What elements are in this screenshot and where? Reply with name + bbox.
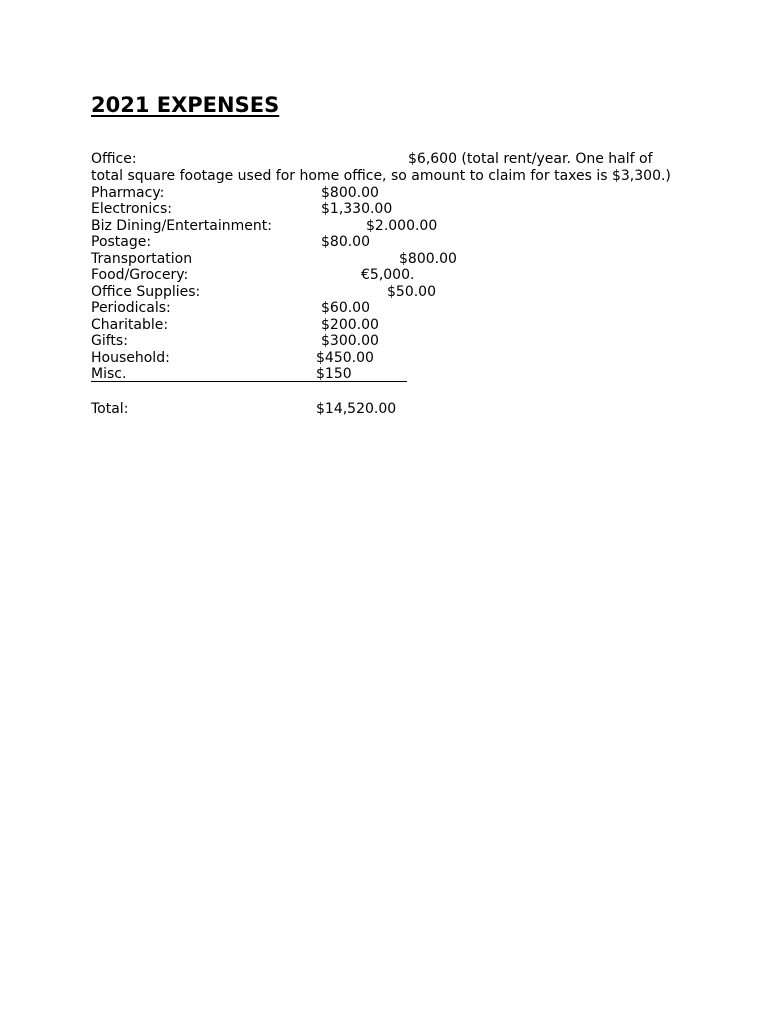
periodicals-label: Periodicals: [91,300,171,316]
total-label: Total: [91,401,129,417]
household-value: $450.00 [316,350,374,366]
electronics-value: $1,330.00 [321,201,393,217]
transportation-value: $800.00 [399,251,457,267]
total-divider-line [91,381,407,382]
postage-value: $80.00 [321,234,370,250]
electronics-label: Electronics: [91,201,173,217]
misc-label: Misc. [91,366,127,382]
office-note: total square footage used for home office, so amount to claim for taxes is $3,300.) [91,168,671,184]
biz-dining-value: $2.000.00 [366,218,438,234]
food-grocery-value: €5,000. [361,267,415,283]
document-title: 2021 EXPENSES [91,93,280,117]
office-label: Office: [91,151,137,167]
charitable-value: $200.00 [321,317,379,333]
total-value: $14,520.00 [316,401,397,417]
postage-label: Postage: [91,234,152,250]
office-supplies-label: Office Supplies: [91,284,201,300]
office-supplies-value: $50.00 [387,284,436,300]
gifts-label: Gifts: [91,333,128,349]
pharmacy-value: $800.00 [321,185,379,201]
household-label: Household: [91,350,170,366]
misc-value: $150 [316,366,352,382]
office-value: $6,600 (total rent/year. One half of [408,151,653,167]
pharmacy-label: Pharmacy: [91,185,165,201]
charitable-label: Charitable: [91,317,169,333]
biz-dining-label: Biz Dining/Entertainment: [91,218,272,234]
transportation-label: Transportation [91,251,193,267]
periodicals-value: $60.00 [321,300,370,316]
food-grocery-label: Food/Grocery: [91,267,189,283]
gifts-value: $300.00 [321,333,379,349]
